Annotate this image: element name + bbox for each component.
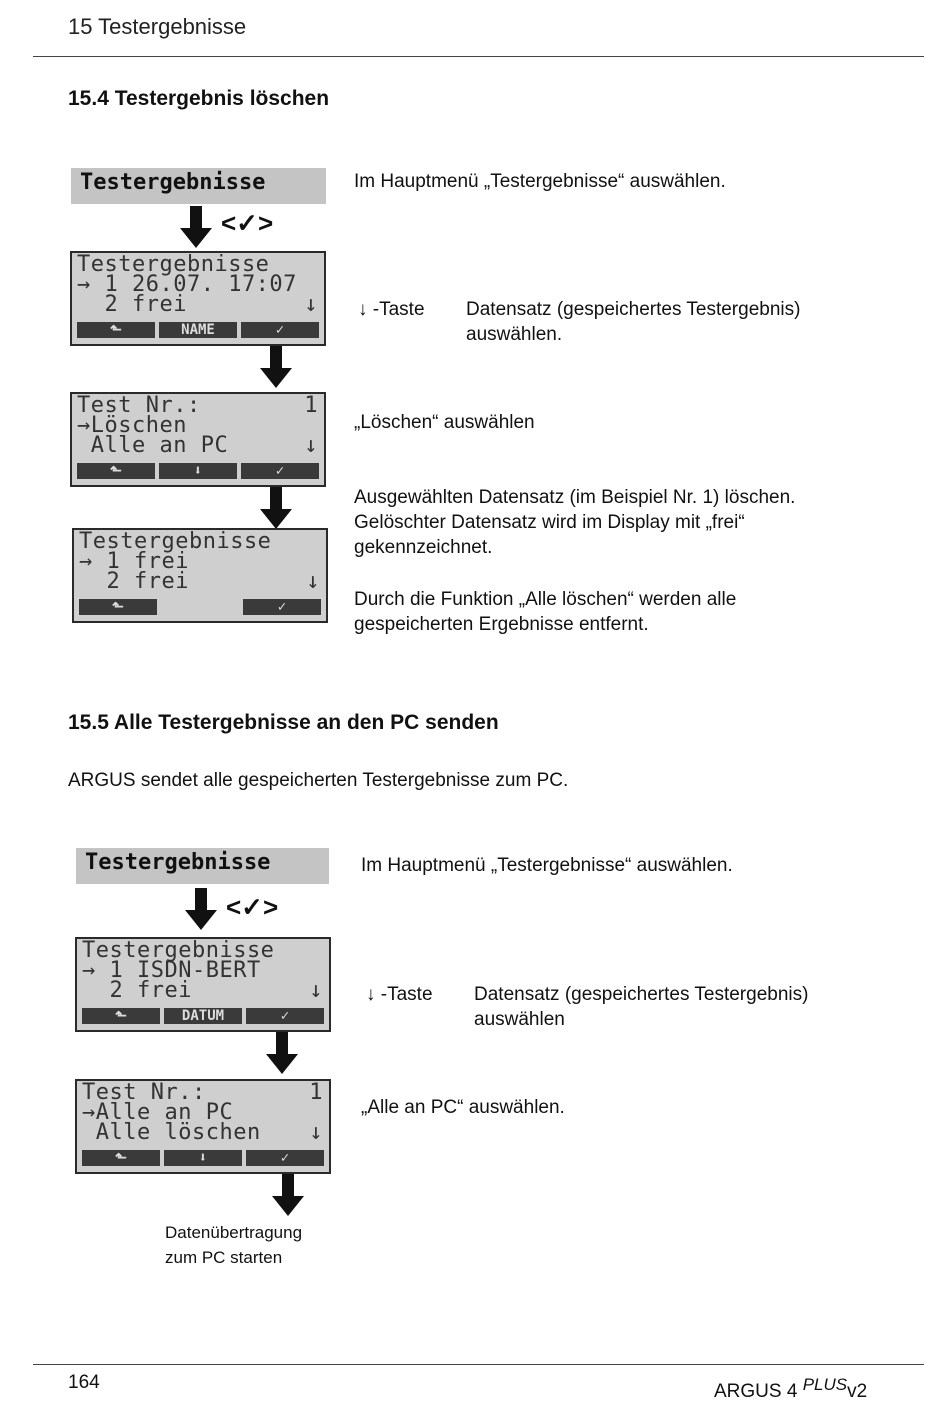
softkey-ok[interactable]: ✓ [243, 599, 321, 615]
softkey-empty [161, 599, 239, 615]
scroll-down-icon: ↓ [309, 1120, 323, 1145]
step-select-delete: „Löschen“ auswählen [354, 412, 535, 433]
main-menu-item: Testergebnisse [71, 168, 326, 204]
footer-rule [33, 1364, 924, 1365]
lcd-screen-results-list [75, 937, 331, 1032]
down-arrow-icon [260, 487, 292, 531]
softkey-ok[interactable]: ✓ [241, 463, 319, 479]
page-number: 164 [68, 1372, 100, 1393]
lcd-line: Testergebnisse [77, 252, 270, 277]
step-key-label: ↓ -Taste [358, 299, 425, 320]
lcd-line: → 1 frei [79, 549, 189, 574]
step-delete-all-note: Durch die Funktion „Alle löschen“ werden alle gespeicherten Ergebnisse entfernt. [354, 589, 737, 635]
lcd-screen-test-menu [75, 1079, 331, 1174]
step-select-send-all: „Alle an PC“ auswählen. [361, 1097, 565, 1118]
scroll-down-icon: ↓ [309, 978, 323, 1003]
step-key-label: ↓ -Taste [366, 984, 433, 1005]
down-arrow-icon [260, 346, 292, 390]
lcd-line: Testergebnisse [79, 529, 272, 554]
softkey-down[interactable]: ⬇ [159, 463, 237, 479]
lcd-line: Alle an PC [77, 433, 229, 458]
step-delete-description: Ausgewählten Datensatz (im Beispiel Nr. 1) löschen. Gelöschter Datensatz wird im Display mit „frei“ gekennzeichnet. [354, 487, 796, 558]
main-menu-item: Testergebnisse [76, 848, 329, 884]
lcd-line: 2 frei [77, 292, 187, 317]
lcd-line: Test Nr.: [82, 1080, 206, 1105]
scroll-down-icon: ↓ [306, 569, 320, 594]
lcd-line: Alle löschen [82, 1120, 261, 1145]
softkey-back[interactable]: ⬑ [77, 322, 155, 338]
softkey-back[interactable]: ⬑ [82, 1008, 160, 1024]
scroll-down-icon: ↓ [304, 292, 318, 317]
softkey-back[interactable]: ⬑ [77, 463, 155, 479]
step-key-description: Datensatz (gespeichertes Testergebnis) auswählen [474, 984, 809, 1030]
softkey-down[interactable]: ⬇ [164, 1150, 242, 1166]
lcd-screen-test-menu [70, 392, 326, 487]
lcd-screen-results-cleared [72, 528, 328, 623]
section-intro: ARGUS sendet alle gespeicherten Testergebnisse zum PC. [68, 770, 569, 791]
down-arrow-icon [272, 1174, 304, 1218]
lcd-line: →Löschen [77, 413, 187, 438]
section-heading-15-5: 15.5 Alle Testergebnisse an den PC senden [68, 711, 499, 734]
section-heading-15-4: 15.4 Testergebnis löschen [68, 87, 330, 110]
softkey-back[interactable]: ⬑ [82, 1150, 160, 1166]
confirm-key-icon: <✓> [221, 208, 274, 238]
lcd-line: → 1 ISDN-BERT [82, 958, 261, 983]
softkey-ok[interactable]: ✓ [241, 322, 319, 338]
lcd-line: →Alle an PC [82, 1100, 234, 1125]
down-arrow-icon [266, 1032, 298, 1076]
test-number: 1 [309, 1080, 323, 1105]
softkey-name[interactable]: NAME [159, 322, 237, 338]
lcd-line: 2 frei [82, 978, 192, 1003]
lcd-screen-results-list [70, 251, 326, 346]
test-number: 1 [304, 393, 318, 418]
confirm-key-icon: <✓> [226, 892, 279, 922]
scroll-down-icon: ↓ [304, 433, 318, 458]
lcd-line: → 1 26.07. 17:07 [77, 272, 297, 297]
transfer-caption: Datenübertragung zum PC starten [165, 1223, 303, 1267]
lcd-line: Testergebnisse [82, 938, 275, 963]
lcd-line: Test Nr.: [77, 393, 201, 418]
step-select-menu: Im Hauptmenü „Testergebnisse“ auswählen. [354, 171, 726, 192]
step-key-description: Datensatz (gespeichertes Testergebnis) auswählen. [466, 299, 801, 345]
chapter-header: 15 Testergebnisse [68, 14, 247, 39]
softkey-ok[interactable]: ✓ [246, 1008, 324, 1024]
product-name: ARGUS 4 $^{PLUS}$v2 [714, 1375, 868, 1402]
down-arrow-icon [185, 888, 217, 932]
down-arrow-icon [180, 206, 212, 250]
lcd-line: 2 frei [79, 569, 189, 594]
softkey-ok[interactable]: ✓ [246, 1150, 324, 1166]
step-select-menu: Im Hauptmenü „Testergebnisse“ auswählen. [361, 855, 733, 876]
softkey-date[interactable]: DATUM [164, 1008, 242, 1024]
softkey-back[interactable]: ⬑ [79, 599, 157, 615]
header-rule [33, 56, 924, 57]
